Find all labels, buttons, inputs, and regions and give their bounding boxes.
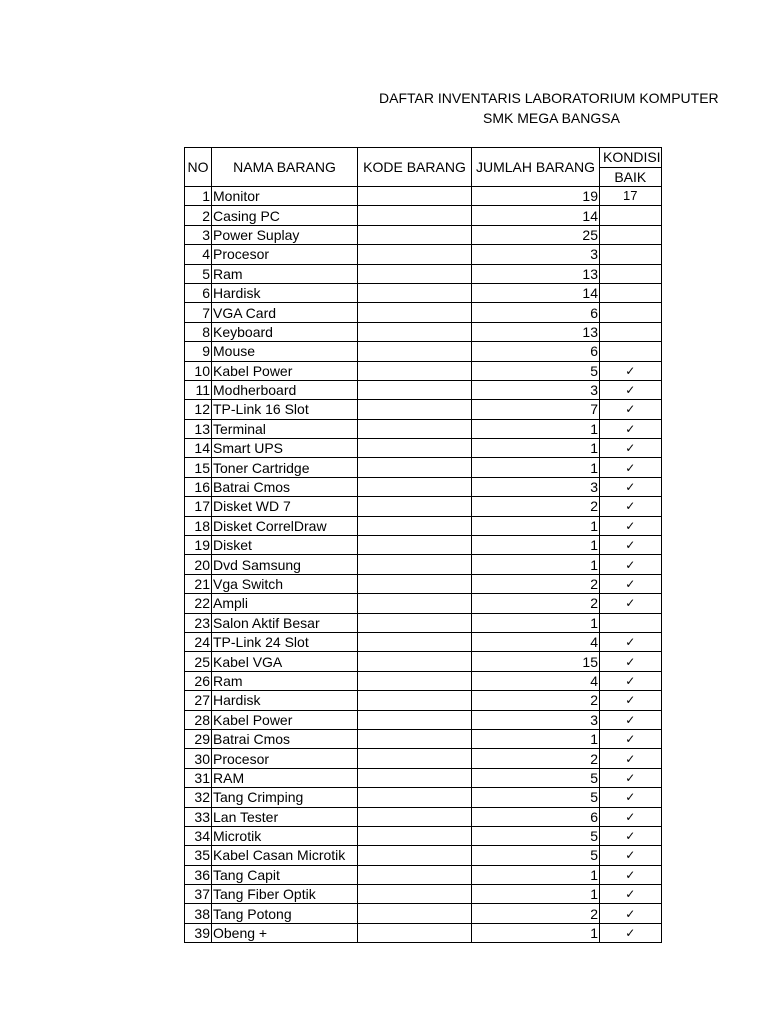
row-no: 33 <box>185 807 212 826</box>
table-row <box>185 710 662 729</box>
row-kondisi-baik <box>600 283 662 302</box>
row-nama-barang: Mouse <box>212 342 358 361</box>
table-row <box>185 458 662 477</box>
table-row <box>185 264 662 283</box>
inventory-table <box>184 147 662 943</box>
header-kondisi-label: KONDISI <box>603 149 661 166</box>
row-nama-barang: Batrai Cmos <box>212 729 358 748</box>
row-kode-barang <box>358 303 472 322</box>
table-row <box>185 400 662 419</box>
row-no: 38 <box>185 904 212 923</box>
row-kondisi-baik <box>600 206 662 225</box>
table-row <box>185 923 662 942</box>
table-row <box>185 283 662 302</box>
row-jumlah-barang: 1 <box>472 419 600 438</box>
row-nama-barang: Tang Potong <box>212 904 358 923</box>
checkmark-icon: ✓ <box>600 807 662 826</box>
row-kode-barang <box>358 225 472 244</box>
row-jumlah-barang: 1 <box>472 729 600 748</box>
row-nama-barang: Kabel Power <box>212 361 358 380</box>
row-nama-barang: VGA Card <box>212 303 358 322</box>
row-kode-barang <box>358 536 472 555</box>
table-row <box>185 826 662 845</box>
table-row <box>185 904 662 923</box>
table-row <box>185 361 662 380</box>
row-jumlah-barang: 14 <box>472 283 600 302</box>
row-no: 28 <box>185 710 212 729</box>
table-row <box>185 594 662 613</box>
row-no: 15 <box>185 458 212 477</box>
row-kode-barang <box>358 691 472 710</box>
row-no: 30 <box>185 749 212 768</box>
row-jumlah-barang: 1 <box>472 439 600 458</box>
row-kode-barang <box>358 361 472 380</box>
row-nama-barang: Hardisk <box>212 691 358 710</box>
table-row <box>185 516 662 535</box>
table-row <box>185 749 662 768</box>
table-row <box>185 419 662 438</box>
row-jumlah-barang: 3 <box>472 380 600 399</box>
row-no: 10 <box>185 361 212 380</box>
row-kode-barang <box>358 516 472 535</box>
row-jumlah-barang: 5 <box>472 768 600 787</box>
row-jumlah-barang: 2 <box>472 749 600 768</box>
row-nama-barang: Vga Switch <box>212 574 358 593</box>
document-title: DAFTAR INVENTARIS LABORATORIUM KOMPUTER <box>379 90 719 106</box>
row-jumlah-barang: 3 <box>472 710 600 729</box>
row-kondisi-baik <box>600 264 662 283</box>
checkmark-icon: ✓ <box>600 632 662 651</box>
row-no: 25 <box>185 652 212 671</box>
row-jumlah-barang: 4 <box>472 632 600 651</box>
row-nama-barang: Procesor <box>212 749 358 768</box>
table-row <box>185 497 662 516</box>
table-row <box>185 768 662 787</box>
checkmark-icon: ✓ <box>600 400 662 419</box>
row-nama-barang: Dvd Samsung <box>212 555 358 574</box>
row-no: 22 <box>185 594 212 613</box>
checkmark-icon: ✓ <box>600 380 662 399</box>
row-jumlah-barang: 2 <box>472 594 600 613</box>
row-jumlah-barang: 5 <box>472 788 600 807</box>
row-kode-barang <box>358 671 472 690</box>
row-kode-barang <box>358 264 472 283</box>
checkmark-icon: ✓ <box>600 419 662 438</box>
row-jumlah-barang: 4 <box>472 671 600 690</box>
table-row <box>185 671 662 690</box>
row-kode-barang <box>358 342 472 361</box>
inventory-table-container <box>184 147 662 943</box>
row-nama-barang: TP-Link 24 Slot <box>212 632 358 651</box>
row-kode-barang <box>358 846 472 865</box>
row-kode-barang <box>358 865 472 884</box>
row-nama-barang: Ram <box>212 264 358 283</box>
table-row <box>185 477 662 496</box>
row-nama-barang: Kabel VGA <box>212 652 358 671</box>
table-row <box>185 187 662 206</box>
table-row <box>185 865 662 884</box>
checkmark-icon: ✓ <box>600 477 662 496</box>
row-nama-barang: Ram <box>212 671 358 690</box>
row-no: 21 <box>185 574 212 593</box>
row-nama-barang: Batrai Cmos <box>212 477 358 496</box>
row-kondisi-baik: 17 <box>600 187 662 206</box>
row-no: 39 <box>185 923 212 942</box>
table-row <box>185 788 662 807</box>
row-nama-barang: Kabel Casan Microtik <box>212 846 358 865</box>
row-kode-barang <box>358 729 472 748</box>
table-row <box>185 729 662 748</box>
row-kode-barang <box>358 458 472 477</box>
row-no: 36 <box>185 865 212 884</box>
table-row <box>185 322 662 341</box>
checkmark-icon: ✓ <box>600 536 662 555</box>
row-jumlah-barang: 1 <box>472 458 600 477</box>
row-no: 26 <box>185 671 212 690</box>
row-nama-barang: Tang Capit <box>212 865 358 884</box>
checkmark-icon: ✓ <box>600 594 662 613</box>
row-kondisi-baik <box>600 225 662 244</box>
row-no: 1 <box>185 187 212 206</box>
checkmark-icon: ✓ <box>600 749 662 768</box>
checkmark-icon: ✓ <box>600 574 662 593</box>
row-jumlah-barang: 6 <box>472 303 600 322</box>
header-no: NO <box>185 148 212 187</box>
row-kondisi-baik <box>600 322 662 341</box>
header-baik: BAIK <box>600 167 662 187</box>
row-kode-barang <box>358 652 472 671</box>
row-nama-barang: Keyboard <box>212 322 358 341</box>
row-nama-barang: TP-Link 16 Slot <box>212 400 358 419</box>
row-kode-barang <box>358 419 472 438</box>
row-nama-barang: Disket <box>212 536 358 555</box>
row-kondisi-baik <box>600 342 662 361</box>
checkmark-icon: ✓ <box>600 671 662 690</box>
row-jumlah-barang: 5 <box>472 846 600 865</box>
row-no: 8 <box>185 322 212 341</box>
row-kode-barang <box>358 807 472 826</box>
row-kode-barang <box>358 749 472 768</box>
row-kode-barang <box>358 187 472 206</box>
header-nama-barang: NAMA BARANG <box>212 148 358 187</box>
row-no: 11 <box>185 380 212 399</box>
row-jumlah-barang: 14 <box>472 206 600 225</box>
row-nama-barang: Kabel Power <box>212 710 358 729</box>
row-no: 12 <box>185 400 212 419</box>
row-kode-barang <box>358 477 472 496</box>
row-no: 29 <box>185 729 212 748</box>
row-no: 19 <box>185 536 212 555</box>
row-no: 16 <box>185 477 212 496</box>
row-jumlah-barang: 1 <box>472 885 600 904</box>
row-jumlah-barang: 3 <box>472 477 600 496</box>
row-nama-barang: Obeng + <box>212 923 358 942</box>
header-jumlah-barang: JUMLAH BARANG <box>472 148 600 187</box>
row-jumlah-barang: 6 <box>472 807 600 826</box>
row-no: 3 <box>185 225 212 244</box>
header-kode-barang: KODE BARANG <box>358 148 472 187</box>
row-kode-barang <box>358 885 472 904</box>
checkmark-icon: ✓ <box>600 555 662 574</box>
row-jumlah-barang: 3 <box>472 245 600 264</box>
row-nama-barang: Microtik <box>212 826 358 845</box>
row-jumlah-barang: 1 <box>472 536 600 555</box>
row-nama-barang: Procesor <box>212 245 358 264</box>
row-no: 23 <box>185 613 212 632</box>
row-kode-barang <box>358 439 472 458</box>
row-no: 31 <box>185 768 212 787</box>
row-jumlah-barang: 19 <box>472 187 600 206</box>
row-no: 37 <box>185 885 212 904</box>
table-row <box>185 225 662 244</box>
checkmark-icon: ✓ <box>600 458 662 477</box>
table-row <box>185 555 662 574</box>
row-kode-barang <box>358 632 472 651</box>
row-nama-barang: Monitor <box>212 187 358 206</box>
row-kode-barang <box>358 768 472 787</box>
row-kondisi-baik <box>600 613 662 632</box>
checkmark-icon: ✓ <box>600 439 662 458</box>
row-jumlah-barang: 2 <box>472 497 600 516</box>
row-nama-barang: Disket WD 7 <box>212 497 358 516</box>
row-no: 6 <box>185 283 212 302</box>
checkmark-icon: ✓ <box>600 885 662 904</box>
row-jumlah-barang: 2 <box>472 904 600 923</box>
row-nama-barang: Lan Tester <box>212 807 358 826</box>
checkmark-icon: ✓ <box>600 710 662 729</box>
row-no: 35 <box>185 846 212 865</box>
row-kode-barang <box>358 710 472 729</box>
row-kode-barang <box>358 283 472 302</box>
row-nama-barang: Casing PC <box>212 206 358 225</box>
row-kode-barang <box>358 826 472 845</box>
row-kode-barang <box>358 322 472 341</box>
checkmark-icon: ✓ <box>600 691 662 710</box>
row-no: 14 <box>185 439 212 458</box>
row-nama-barang: Disket CorrelDraw <box>212 516 358 535</box>
row-jumlah-barang: 13 <box>472 322 600 341</box>
row-no: 4 <box>185 245 212 264</box>
table-row <box>185 846 662 865</box>
row-jumlah-barang: 7 <box>472 400 600 419</box>
table-row <box>185 303 662 322</box>
checkmark-icon: ✓ <box>600 497 662 516</box>
row-no: 18 <box>185 516 212 535</box>
row-kondisi-baik <box>600 245 662 264</box>
row-no: 32 <box>185 788 212 807</box>
row-no: 2 <box>185 206 212 225</box>
table-row <box>185 885 662 904</box>
inventory-rows <box>185 187 662 943</box>
row-no: 34 <box>185 826 212 845</box>
row-nama-barang: Power Suplay <box>212 225 358 244</box>
row-no: 24 <box>185 632 212 651</box>
row-no: 9 <box>185 342 212 361</box>
row-nama-barang: Ampli <box>212 594 358 613</box>
row-jumlah-barang: 13 <box>472 264 600 283</box>
checkmark-icon: ✓ <box>600 652 662 671</box>
row-nama-barang: Toner Cartridge <box>212 458 358 477</box>
table-row <box>185 613 662 632</box>
table-row <box>185 206 662 225</box>
checkmark-icon: ✓ <box>600 923 662 942</box>
row-jumlah-barang: 2 <box>472 691 600 710</box>
table-row <box>185 439 662 458</box>
row-no: 5 <box>185 264 212 283</box>
row-nama-barang: Terminal <box>212 419 358 438</box>
row-kode-barang <box>358 206 472 225</box>
table-row <box>185 807 662 826</box>
school-name: SMK MEGA BANGSA <box>483 110 620 126</box>
row-no: 20 <box>185 555 212 574</box>
table-row <box>185 245 662 264</box>
checkmark-icon: ✓ <box>600 768 662 787</box>
row-jumlah-barang: 2 <box>472 574 600 593</box>
row-nama-barang: RAM <box>212 768 358 787</box>
row-jumlah-barang: 5 <box>472 826 600 845</box>
table-row <box>185 342 662 361</box>
row-kode-barang <box>358 904 472 923</box>
checkmark-icon: ✓ <box>600 865 662 884</box>
checkmark-icon: ✓ <box>600 516 662 535</box>
row-nama-barang: Salon Aktif Besar <box>212 613 358 632</box>
row-no: 17 <box>185 497 212 516</box>
row-nama-barang: Hardisk <box>212 283 358 302</box>
table-row <box>185 691 662 710</box>
row-kode-barang <box>358 594 472 613</box>
table-row <box>185 380 662 399</box>
row-nama-barang: Modherboard <box>212 380 358 399</box>
row-jumlah-barang: 5 <box>472 361 600 380</box>
row-jumlah-barang: 1 <box>472 613 600 632</box>
row-no: 13 <box>185 419 212 438</box>
table-row <box>185 574 662 593</box>
row-kode-barang <box>358 788 472 807</box>
row-kondisi-baik <box>600 303 662 322</box>
row-jumlah-barang: 1 <box>472 923 600 942</box>
row-nama-barang: Smart UPS <box>212 439 358 458</box>
checkmark-icon: ✓ <box>600 361 662 380</box>
table-row <box>185 632 662 651</box>
header-kondisi <box>600 148 662 168</box>
table-row <box>185 536 662 555</box>
row-kode-barang <box>358 555 472 574</box>
row-jumlah-barang: 1 <box>472 865 600 884</box>
row-jumlah-barang: 1 <box>472 516 600 535</box>
row-kode-barang <box>358 380 472 399</box>
row-nama-barang: Tang Fiber Optik <box>212 885 358 904</box>
row-nama-barang: Tang Crimping <box>212 788 358 807</box>
row-kode-barang <box>358 574 472 593</box>
checkmark-icon: ✓ <box>600 826 662 845</box>
row-jumlah-barang: 1 <box>472 555 600 574</box>
row-jumlah-barang: 25 <box>472 225 600 244</box>
checkmark-icon: ✓ <box>600 904 662 923</box>
checkmark-icon: ✓ <box>600 729 662 748</box>
row-kode-barang <box>358 923 472 942</box>
checkmark-icon: ✓ <box>600 846 662 865</box>
row-jumlah-barang: 15 <box>472 652 600 671</box>
row-kode-barang <box>358 497 472 516</box>
row-kode-barang <box>358 400 472 419</box>
table-row <box>185 652 662 671</box>
checkmark-icon: ✓ <box>600 788 662 807</box>
row-jumlah-barang: 6 <box>472 342 600 361</box>
row-no: 7 <box>185 303 212 322</box>
row-kode-barang <box>358 245 472 264</box>
row-kode-barang <box>358 613 472 632</box>
row-no: 27 <box>185 691 212 710</box>
